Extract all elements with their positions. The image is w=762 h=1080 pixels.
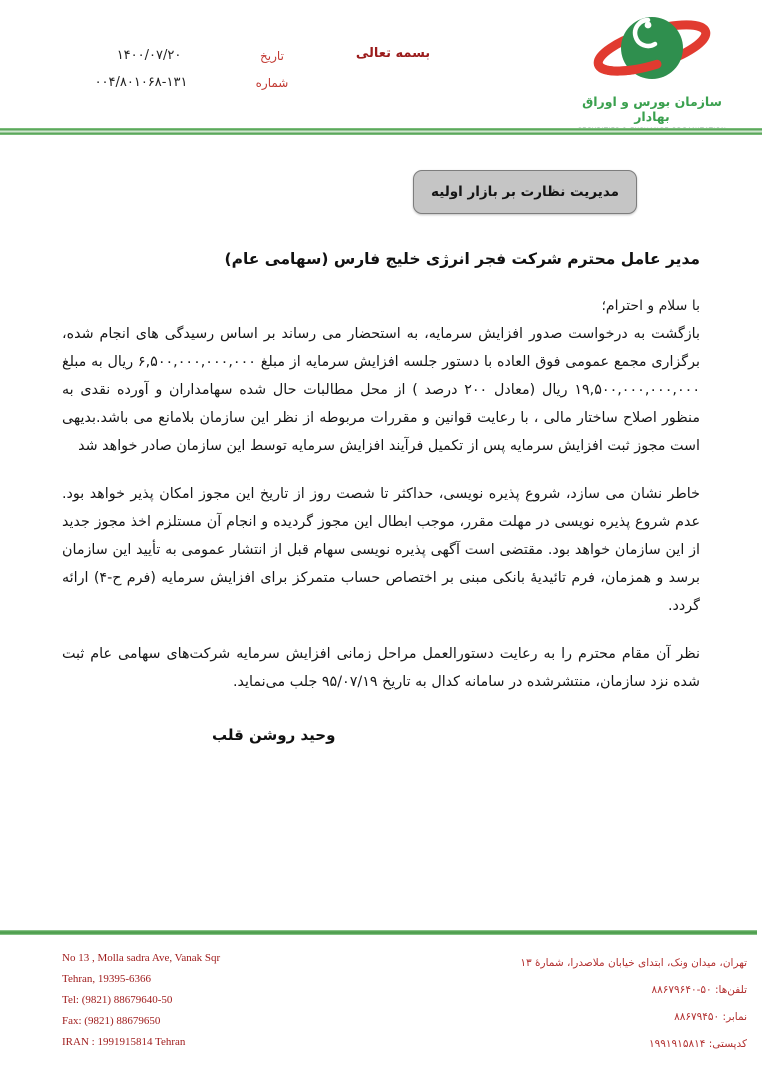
date-label: تاریخ xyxy=(260,49,284,63)
footer-en-line: IRAN : 1991915814 Tehran xyxy=(62,1036,186,1048)
footer-divider xyxy=(0,930,757,935)
letter-paragraph-1: بازگشت به درخواست صدور افزایش سرمایه، به استحضار می رساند بر اساس رسیدگی های انجام شده، برگزاری مجمع عمومی فوق العاده با دستور جلسه افزایش سرمایه از مبلغ ۶,۵۰۰,۰۰۰,۰۰۰,۰۰۰ ریال به مبلغ ۱۹,۵۰۰,۰۰۰,۰۰۰,۰۰۰ ریال (معادل ۲۰۰ درصد ) از محل مطالبات حال شده سهامداران و آورده نقدی به منظور اصلاح ساختار مالی ، با رعایت قوانین و مقررات مربوطه از نظر این سازمان بلامانع می باشد.بدیهی است مجوز ثبت افزایش سرمایه پس از تکمیل فرآیند افزایش سرمایه توسط این سازمان صادر خواهد شد xyxy=(62,326,700,454)
footer-en-line: Fax: (9821) 88679650 xyxy=(62,1015,161,1027)
number-value: ۰۰۴/۸۰۱۰۶۸-۱۳۱ xyxy=(94,75,188,90)
footer-fa-line: تهران، میدان ونک، ابتدای خیابان ملاصدرا، شمارهٔ ۱۳ xyxy=(520,957,747,969)
footer-fa-line: کدپستی: ۱۹۹۱۹۱۵۸۱۴ xyxy=(648,1038,747,1050)
letter-body xyxy=(62,250,700,716)
footer-address-fa xyxy=(520,950,747,1058)
org-logo xyxy=(564,6,740,134)
footer-fa-line: تلفن‌ها: ۸۸۶۷۹۶۴۰-۵۰ xyxy=(651,984,747,996)
letter-paragraph-2: خاطر نشان می سازد، شروع پذیره نویسی، حداکثر تا شصت روز از تاریخ این مجوز امکان پذیر خواهد بود. عدم شروع پذیره نویسی در مهلت مقرر، موجب ابطال این مجوز گردیده و انجام آن مستلزم اخذ مجوز جدید از این سازمان خواهد بود. مقتضی است آگهی پذیره نویسی سهام قبل از انتشار عمومی به تأیید این سازمان برسد و همزمان، فرم تائیدیۀ بانکی مبنی بر اختصاص حساب متمرکز برای افزایش سرمایه (فرم ح-۴) ارائه گردد. xyxy=(62,486,700,614)
number-label: شماره xyxy=(255,76,289,90)
department-box xyxy=(413,170,637,214)
footer-fa-line: نمابر: ۸۸۶۷۹۴۵۰ xyxy=(674,1011,747,1023)
footer-address-en xyxy=(62,948,220,1053)
letter-paragraph-3: نظر آن مقام محترم را به رعایت دستورالعمل مراحل زمانی افزایش سرمایه شرکت‌های سهامی عام ثبت شده نزد سازمان، منتشرشده در سامانه کدال به تاریخ ۹۵/۰۷/۱۹ جلب می‌نماید. xyxy=(62,646,700,690)
recipient-title: مدیر عامل محترم شرکت فجر انرژی خلیج فارس (سهامی عام) xyxy=(224,250,700,268)
salutation: با سلام و احترام؛ xyxy=(601,298,700,314)
department-box-label: مدیریت نظارت بر بازار اولیه xyxy=(431,184,619,200)
footer-en-line: Tel: (9821) 88679640-50 xyxy=(62,994,173,1006)
bismillah-text: بسمه تعالی xyxy=(355,46,431,61)
signature-name: وحید روشن قلب xyxy=(212,726,336,744)
org-name-fa: سازمان بورس و اوراق بهادار xyxy=(582,94,722,124)
footer-en-line: Tehran, 19395-6366 xyxy=(62,973,152,985)
date-value: ۱۴۰۰/۰۷/۲۰ xyxy=(116,48,182,63)
footer-en-line: No 13 , Molla sadra Ave, Vanak Sqr xyxy=(62,952,221,964)
header-divider xyxy=(0,128,762,135)
globe-orbit-icon xyxy=(591,6,713,92)
